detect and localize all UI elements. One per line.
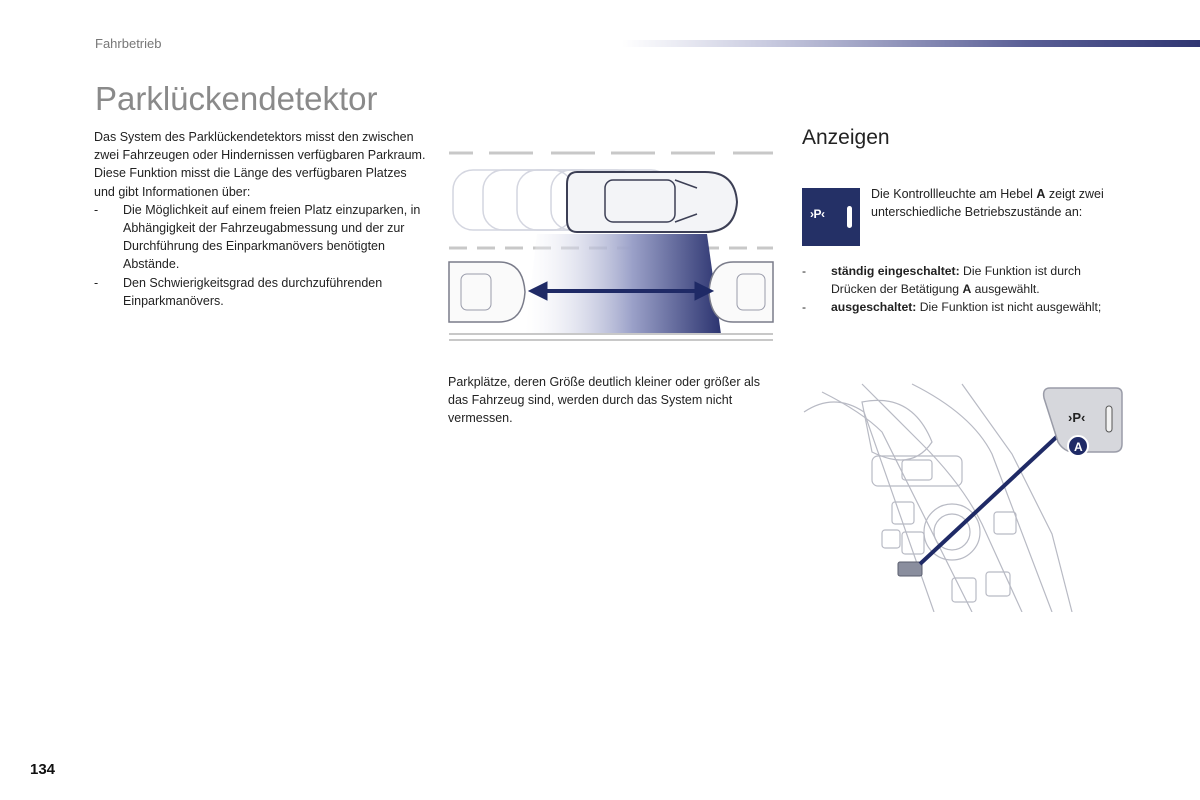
intro-list <box>94 201 429 310</box>
intro-list-item: - Die Möglichkeit auf einem freien Platz einzuparken, in Abhängigkeit der Fahrzeugabmessung und der zur Durchführung des Einparkmanövers benötigten Abstände. <box>94 202 421 272</box>
state-item-off: - ausgeschaltet: Die Funktion ist nicht ausgewählt; <box>802 300 1102 315</box>
indicator-light-icon <box>847 206 852 228</box>
parked-car-right-icon <box>709 262 773 322</box>
callout-line <box>920 430 1064 564</box>
section-label: Fahrbetrieb <box>95 36 162 51</box>
console-lines <box>804 384 1072 612</box>
parking-space-diagram <box>447 144 775 344</box>
callout-letter: A <box>1074 440 1083 454</box>
header-bar <box>622 40 1200 47</box>
measuring-car-icon <box>567 172 737 232</box>
curb <box>449 334 773 340</box>
anzeigen-title: Anzeigen <box>802 126 890 149</box>
parked-car-left-icon <box>449 262 525 322</box>
lever-light-icon <box>1106 406 1112 432</box>
lever-symbol-icon: ›P‹ <box>1068 410 1086 425</box>
page-number: 134 <box>30 761 56 778</box>
park-assist-indicator <box>802 188 860 246</box>
state-item-on: - ständig eingeschaltet: Die Funktion ist durch Drücken der Betätigung A ausgewählt. <box>802 264 1081 297</box>
diagram-caption: Parkplätze, deren Größe deutlich kleiner oder größer als das Fahrzeug sind, werden durch das System nicht vermessen. <box>448 375 760 426</box>
lever-button <box>898 562 922 576</box>
intro-paragraph: Das System des Parklückendetektors misst den zwischen zwei Fahrzeugen oder Hindernissen verfügbaren Parkraum. Diese Funktion misst die Länge des verfügbaren Platzes und gibt Informationen über: <box>94 130 426 199</box>
center-console-figure <box>802 382 1130 612</box>
intro-text <box>94 128 429 310</box>
measured-space <box>525 234 721 334</box>
intro-list-item: - Den Schwierigkeitsgrad des durchzuführenden Einparkmanövers. <box>94 275 383 308</box>
park-assist-icon: ›P‹ <box>810 207 825 221</box>
page-title: Parklückendetektor <box>95 80 378 117</box>
indicator-description: Die Kontrollleuchte am Hebel A zeigt zwei unterschiedliche Betriebszustände an: <box>871 187 1104 220</box>
states-list <box>802 262 1102 317</box>
